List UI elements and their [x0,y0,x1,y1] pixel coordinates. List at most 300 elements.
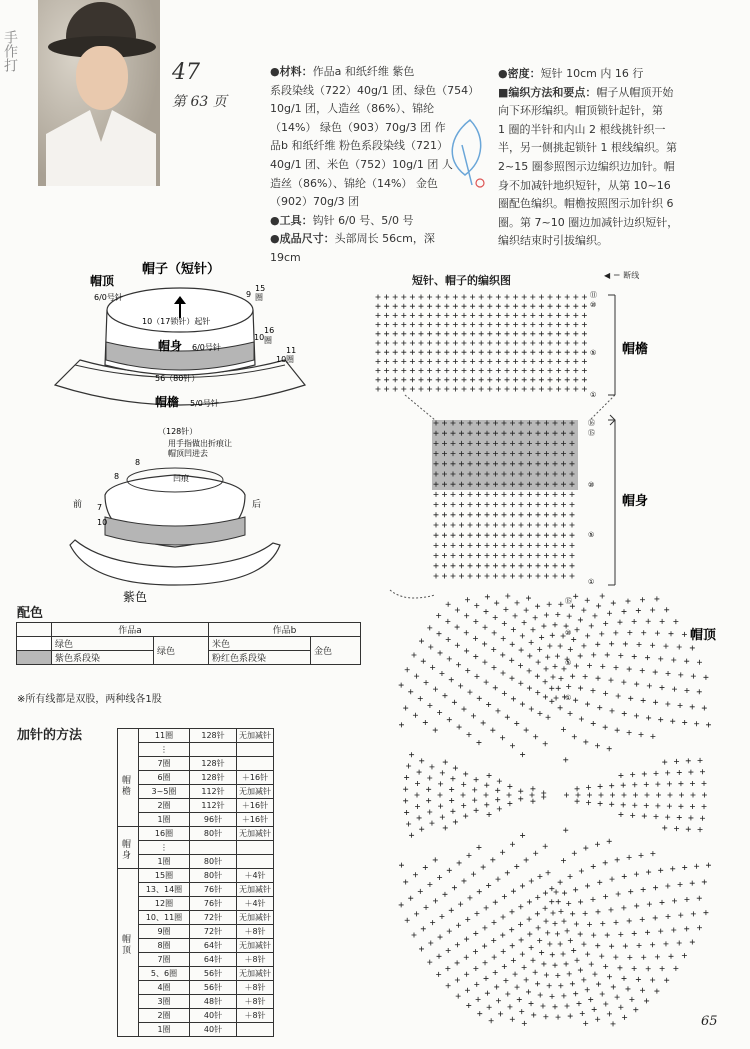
stitch-mark [622,609,627,614]
stitch-mark [628,889,633,894]
stitch-mark [621,802,626,807]
stitch-mark [376,350,381,355]
stitch-mark [447,656,452,661]
stitch-mark [502,492,507,497]
stitch-mark [556,341,561,346]
stitch-mark [468,533,473,538]
stitch-mark [487,377,492,382]
stitch-mark [502,523,507,528]
stitch-mark [450,809,455,814]
r16: 16 [264,326,275,335]
stitch-mark [550,911,555,916]
size-value: 头部周长 56cm，深 [334,232,435,246]
stitch-mark [639,732,644,737]
stitch-mark [530,377,535,382]
inc-round: 8圈 [139,939,190,953]
stitch-mark [485,563,490,568]
stitch-mark [671,927,676,932]
stitch-mark [459,502,464,507]
stitch-mark [417,815,422,820]
stitch-mark [578,899,583,904]
stitch-mark [573,698,578,703]
stitch-mark [645,655,650,660]
stitch-mark [527,533,532,538]
stitch-mark [530,387,535,392]
stitch-mark [587,922,592,927]
stitch-mark [561,533,566,538]
stitch-mark [455,625,460,630]
stitch-mark [530,368,535,373]
stitch-mark [493,553,498,558]
stitch-mark [496,368,501,373]
r15u: 圈 [255,293,263,302]
stitch-mark [481,865,486,870]
stitch-mark [513,972,518,977]
stitch-mark [438,935,443,940]
stitch-mark [449,677,454,682]
stitch-mark [627,667,632,672]
stitch-mark [655,631,660,636]
stitch-mark [565,387,570,392]
stitch-mark [470,341,475,346]
stitch-mark [561,574,566,579]
stitch-mark [563,828,568,833]
stitch-mark [581,608,586,613]
stitch-mark [556,295,561,300]
stitch-mark [440,815,445,820]
inc-row [118,981,274,995]
inc-row [118,841,274,855]
inc-round: ⋮ [139,841,190,855]
stitch-mark [436,313,441,318]
stitch-mark [476,574,481,579]
inc-row [118,911,274,925]
stitch-mark [445,966,450,971]
stitch-mark [538,993,543,998]
stitch-mark [470,368,475,373]
stitch-mark [622,874,627,879]
stitch-mark [678,703,683,708]
inc-count: 56针 [190,981,237,995]
stitch-mark [451,523,456,528]
stitch-mark [502,553,507,558]
stitch-mark [617,965,622,970]
stitch-mark [582,350,587,355]
top-label: 帽顶 [690,628,717,643]
stitch-mark [582,387,587,392]
stitch-mark [682,632,687,637]
stitch-mark [548,377,553,382]
yarn-note: ※所有线都是双股，两种线各1股 [17,694,162,705]
stitch-mark [476,533,481,538]
stitch-mark [618,773,623,778]
stitch-mark [462,331,467,336]
stitch-mark [553,502,558,507]
stitch-mark [555,654,560,659]
inc-change: 无加减针 [237,911,274,925]
stitch-mark [597,880,602,885]
stitch-mark [634,903,639,908]
stitch-mark [500,933,505,938]
stitch-mark [535,604,540,609]
stitch-mark [607,1011,612,1016]
stitch-mark [376,331,381,336]
stitch-mark [458,683,463,688]
stitch-mark [537,938,542,943]
stitch-mark [444,341,449,346]
stitch-mark [452,700,457,705]
top-section [399,593,711,1026]
stitch-mark [548,341,553,346]
stitch-mark [550,633,555,638]
n7: 7 [97,503,103,512]
stitch-mark [553,553,558,558]
stitch-mark [438,793,443,798]
stitch-mark [493,492,498,497]
inc-row [118,1009,274,1023]
stitch-mark [476,543,481,548]
stitch-mark [570,543,575,548]
stitch-mark [527,668,532,673]
stitch-mark [510,642,515,647]
stitch-mark [570,563,575,568]
stitch-mark [438,804,443,809]
stitch-mark [583,1021,588,1026]
stitch-mark [449,798,454,803]
stitch-mark [466,853,471,858]
stitch-mark [464,972,469,977]
stitch-mark [470,350,475,355]
stitch-mark [443,825,448,830]
page-number: 65 [701,1014,718,1029]
stitch-mark [662,760,667,765]
stitch-mark [524,857,529,862]
stitch-mark [496,322,501,327]
color-label: 紫色 [123,590,148,604]
stitch-mark [555,931,560,936]
stitch-mark [536,502,541,507]
stitch-mark [634,872,639,877]
stitch-mark [595,1017,600,1022]
stitch-mark [476,553,481,558]
stitch-mark [556,377,561,382]
stitch-mark [470,295,475,300]
stitch-mark [474,603,479,608]
inc-change: ＋8针 [237,995,274,1009]
stitch-mark [543,679,548,684]
stitch-mark [384,359,389,364]
stitch-mark [565,304,570,309]
inc-change [237,743,274,757]
stitch-mark [419,341,424,346]
stitch-mark [479,359,484,364]
stitch-mark [463,814,468,819]
stitch-mark [459,523,464,528]
stitch-mark [466,732,471,737]
stitch-mark [697,689,702,694]
stitch-mark [537,647,542,652]
stitch-mark [544,613,549,618]
stitch-mark [526,989,531,994]
b2: 粉红色系段染 [209,651,311,665]
stitch-mark [677,815,682,820]
stitch-mark [596,676,601,681]
stitch-mark [608,678,613,683]
stitch-mark [697,896,702,901]
method-line: 圈配色编织。帽檐按照图示加针织 6 [498,197,674,211]
inc-row [118,799,274,813]
fold-note-2: 帽顶凹进去 [168,449,208,458]
stitch-mark [603,621,608,626]
row-number: ① [588,578,595,586]
stitch-mark [510,574,515,579]
inc-change [237,841,274,855]
stitch-mark [453,359,458,364]
inc-body-label: 帽身 [122,840,132,861]
stitch-mark [663,941,668,946]
stitch-mark [556,350,561,355]
stitch-mark [544,919,549,924]
stitch-mark [654,596,659,601]
stitch-mark [541,790,546,795]
stitch-mark [650,977,655,982]
stitch-mark [479,350,484,355]
stitch-mark [519,533,524,538]
stitch-mark [570,674,575,679]
stitch-mark [487,1005,492,1010]
stitch-mark [505,715,510,720]
stitch-mark [419,295,424,300]
stitch-mark [447,868,452,873]
stitch-mark [427,368,432,373]
stitch-mark [419,313,424,318]
brim-section [376,290,598,399]
r11u: 圈 [286,355,294,364]
stitch-mark [453,350,458,355]
stitch-mark [417,770,422,775]
stitch-mark [610,877,615,882]
materials-line: 作品a 和纸纤维 紫色 [312,65,415,78]
stitch-mark [543,844,548,849]
stitch-mark [517,997,522,1002]
stitch-mark [434,523,439,528]
stitch-mark [574,664,579,669]
stitch-mark [430,665,435,670]
inc-row [118,883,274,897]
stitch-mark [566,684,571,689]
stitch-mark [410,377,415,382]
stitch-mark [401,341,406,346]
stitch-mark [618,653,623,658]
stitch-mark [427,295,432,300]
body-hook: 6/0号针 [192,343,221,352]
stitch-mark [673,619,678,624]
stitch-mark [472,787,477,792]
stitch-mark [561,666,566,671]
stitch-mark [419,322,424,327]
stitch-mark [622,976,627,981]
stitch-mark [399,863,404,868]
stitch-mark [691,674,696,679]
stitch-mark [573,341,578,346]
stitch-mark [627,955,632,960]
stitch-mark [579,868,584,873]
stitch-mark [655,803,660,808]
stitch-mark [527,653,532,658]
materials-line: （14%） 绿色（903）70g/3 团 作 [270,120,446,134]
stitch-mark [487,331,492,336]
stitch-mark [702,804,707,809]
inc-round: ⋮ [139,743,190,757]
inc-row [118,757,274,771]
stitch-mark [393,331,398,336]
stitch-mark [519,574,524,579]
stitch-mark [519,512,524,517]
stitch-mark [662,825,667,830]
a1: 绿色 [52,637,154,651]
stitch-mark [697,660,702,665]
stitch-mark [637,642,642,647]
stitch-mark [653,915,658,920]
stitch-mark [393,359,398,364]
stitch-mark [527,543,532,548]
stitch-mark [590,897,595,902]
stitch-mark [553,1004,558,1009]
stitch-mark [615,995,620,1000]
stitch-mark [527,917,532,922]
stitch-mark [567,971,572,976]
stitch-mark [510,543,515,548]
stitch-mark [664,978,669,983]
stitch-mark [427,882,432,887]
stitch-mark [484,793,489,798]
stitch-mark [451,553,456,558]
stitch-mark [518,922,523,927]
stitch-mark [678,804,683,809]
stitch-mark [436,387,441,392]
stitch-mark [404,775,409,780]
page-reference: 第 63 页 [172,94,227,110]
stitch-mark [451,533,456,538]
stitch-mark [536,533,541,538]
inc-row [118,785,274,799]
inc-change: 无加减针 [237,883,274,897]
stitch-mark [644,803,649,808]
stitch-mark [440,770,445,775]
stitch-mark [479,304,484,309]
stitch-mark [401,331,406,336]
stitch-mark [376,341,381,346]
stitch-mark [591,721,596,726]
stitch-mark [509,676,514,681]
inc-change: ＋16针 [237,813,274,827]
stitch-mark [513,613,518,618]
stitch-mark [653,700,658,705]
stitch-mark [513,387,518,392]
stitch-mark [609,802,614,807]
stitch-mark [527,502,532,507]
stitch-mark [600,921,605,926]
chart-legend: ◀ ＝ 断线 [604,271,640,280]
inc-count: 56针 [190,967,237,981]
stitch-mark [419,368,424,373]
row-number: ⑩ [590,301,597,309]
stitch-mark [530,350,535,355]
stitch-mark [603,725,608,730]
stitch-mark [665,884,670,889]
inc-row [118,967,274,981]
stitch-mark [573,368,578,373]
stitch-mark [427,313,432,318]
stitch-mark [476,740,481,745]
stitch-mark [511,958,516,963]
n8b: 8 [114,472,120,481]
stitch-mark [567,614,572,619]
stitch-mark [527,512,532,517]
stitch-mark [553,533,558,538]
stitch-mark [603,691,608,696]
stitch-mark [524,608,529,613]
stitch-mark [702,781,707,786]
stitch-mark [518,904,523,909]
stitch-mark [564,793,569,798]
inc-row [118,897,274,911]
stitch-mark [436,341,441,346]
stitch-mark [644,782,649,787]
stitch-mark [515,600,520,605]
stitch-mark [410,359,415,364]
stitch-mark [464,955,469,960]
inc-count: 40针 [190,1023,237,1037]
stitch-mark [459,512,464,517]
stitch-mark [582,295,587,300]
stitch-mark [527,492,532,497]
r11: 11 [286,346,297,355]
stitch-mark [393,295,398,300]
stitch-mark [678,781,683,786]
stitch-mark [473,949,478,954]
stitch-mark [597,705,602,710]
stitch-mark [522,377,527,382]
stitch-mark [501,949,506,954]
stitch-mark [427,341,432,346]
stitch-mark [465,668,470,673]
stitch-mark [496,998,501,1003]
stitch-mark [406,821,411,826]
stitch-mark [666,671,671,676]
stitch-mark [664,607,669,612]
stitch-mark [436,350,441,355]
stitch-mark [573,387,578,392]
brim-label: 帽檐 [622,342,649,357]
stitch-mark [571,948,576,953]
stitch-mark [570,523,575,528]
stitch-mark [401,313,406,318]
stitch-mark [510,533,515,538]
stitch-mark [596,982,601,987]
stitch-mark [487,304,492,309]
stitch-mark [536,574,541,579]
stitch-mark [572,734,577,739]
stitch-mark [570,502,575,507]
stitch-mark [502,894,507,899]
stitch-mark [527,523,532,528]
stitch-mark [522,331,527,336]
stitch-mark [686,758,691,763]
stitch-mark [503,978,508,983]
stitch-mark [556,331,561,336]
stitch-mark [487,387,492,392]
